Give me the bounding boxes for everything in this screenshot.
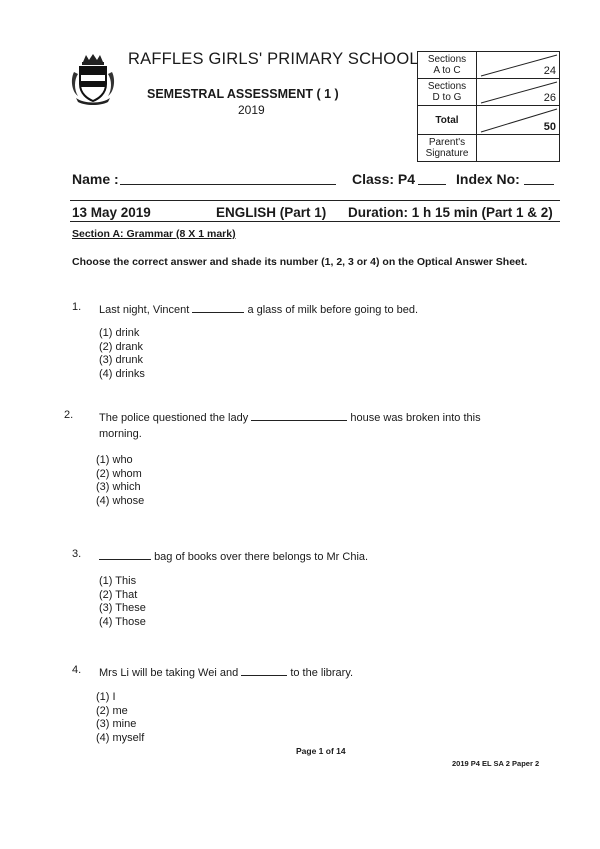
option: (4) whose: [96, 494, 145, 507]
question-text-line2: morning.: [99, 428, 142, 440]
marks-row-signature: [418, 135, 560, 162]
option: (4) myself: [96, 731, 145, 744]
marks-score-cell: [477, 79, 560, 106]
index-label: Index No:: [456, 171, 520, 187]
marks-label: Sections: [427, 54, 467, 65]
header-rule-top: [70, 200, 560, 201]
question-number: 4.: [72, 664, 82, 676]
option: (3) drunk: [99, 354, 144, 366]
option: (2) me: [96, 704, 128, 717]
marks-label: Parent's: [428, 137, 466, 148]
question-text: [99, 409, 559, 442]
marks-row-a-to-c: [418, 52, 560, 79]
marks-label-sub: D to G: [432, 92, 462, 103]
marks-table: [417, 51, 560, 162]
option: (3) These: [99, 602, 146, 614]
marks-label-sub: Signature: [425, 148, 469, 159]
marks-label: Total: [435, 114, 459, 126]
marks-label-sub: A to C: [433, 65, 461, 76]
assessment-title: SEMESTRAL ASSESSMENT ( 1 ): [147, 87, 339, 101]
question-number: 1.: [72, 301, 82, 313]
question-text: [99, 664, 559, 681]
marks-score-cell: [477, 52, 560, 79]
marks-score-total: 50: [543, 121, 556, 133]
question-text-before: The police questioned the lady: [99, 412, 249, 424]
header-rule-bottom: [70, 221, 560, 222]
question-text-before: Mrs Li will be taking Wei and: [99, 667, 239, 679]
option: (1) I: [96, 691, 116, 703]
question-text-after: to the library.: [290, 667, 354, 679]
options-list: [99, 575, 146, 629]
options-list: [96, 454, 144, 508]
answer-blank: [192, 301, 244, 313]
name-label: Name :: [72, 171, 119, 187]
marks-score: 24: [543, 65, 556, 77]
section-title: Section A: Grammar (8 X 1 mark): [72, 228, 236, 240]
option: (1) who: [96, 454, 133, 466]
exam-date: 13 May 2019: [72, 205, 151, 220]
school-crest-icon: [70, 52, 116, 106]
options-list: [99, 327, 145, 381]
option: (4) drinks: [99, 367, 145, 380]
exam-subject: ENGLISH (Part 1): [216, 205, 327, 220]
marks-row-total: [418, 106, 560, 135]
assessment-year: 2019: [238, 103, 265, 117]
option: (3) which: [96, 481, 141, 493]
index-field[interactable]: [524, 184, 554, 185]
question-text-after: a glass of milk before going to bed.: [247, 304, 419, 316]
paper-code: 2019 P4 EL SA 2 Paper 2: [452, 759, 540, 768]
section-instruction: Choose the correct answer and shade its number (1, 2, 3 or 4) on the Optical Answer Sheet.: [72, 256, 528, 268]
marks-label: Sections: [427, 81, 467, 92]
options-list: [96, 691, 144, 745]
question-text-after: house was broken into this: [350, 412, 481, 424]
answer-blank: [99, 548, 151, 560]
marks-row-d-to-g: [418, 79, 560, 106]
question-text-after: bag of books over there belongs to Mr Chia.: [154, 551, 369, 563]
option: (1) drink: [99, 327, 140, 339]
exam-duration: Duration: 1 h 15 min (Part 1 & 2): [348, 205, 553, 220]
class-label: Class: P4: [352, 171, 416, 187]
question-number: 2.: [64, 409, 74, 421]
marks-score: 26: [543, 92, 556, 104]
name-field[interactable]: [120, 184, 336, 185]
question-text: [99, 548, 559, 565]
signature-cell[interactable]: [477, 135, 560, 162]
option: (4) Those: [99, 615, 146, 628]
marks-score-cell: [477, 106, 560, 135]
answer-blank: [251, 409, 347, 421]
question-text: [99, 301, 559, 318]
option: (2) whom: [96, 467, 142, 480]
question-number: 3.: [72, 548, 82, 560]
question-text-before: Last night, Vincent: [99, 304, 190, 316]
option: (2) drank: [99, 340, 144, 353]
option: (3) mine: [96, 718, 137, 730]
page-number: Page 1 of 14: [296, 746, 346, 756]
answer-blank: [241, 664, 287, 676]
school-name: RAFFLES GIRLS' PRIMARY SCHOOL: [128, 50, 419, 68]
option: (2) That: [99, 588, 138, 601]
class-field[interactable]: [418, 184, 446, 185]
option: (1) This: [99, 575, 137, 587]
